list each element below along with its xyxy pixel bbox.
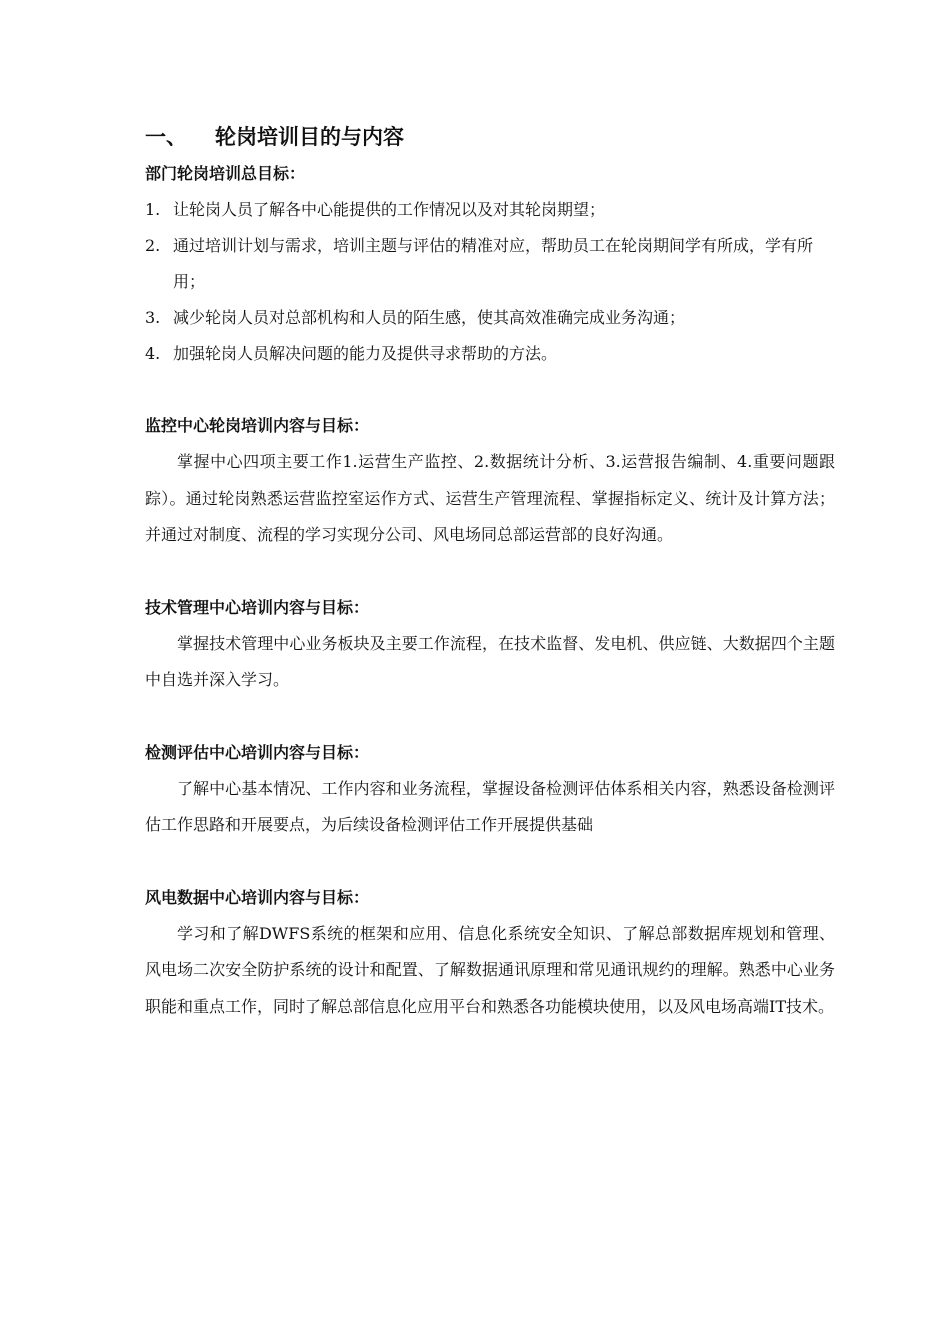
section-body: 掌握技术管理中心业务板块及主要工作流程，在技术监督、发电机、供应链、大数据四个主题中自选并深入学习。 bbox=[145, 633, 835, 689]
section-title: 部门轮岗培训总目标： bbox=[145, 164, 306, 183]
section-title: 检测评估中心培训内容与目标： bbox=[145, 742, 370, 762]
list-item-number: 2. bbox=[145, 236, 161, 255]
section-monitoring-center bbox=[145, 408, 835, 554]
section-body: 学习和了解DWFS系统的框架和应用、信息化系统安全知识、了解总部数据库规划和管理、风电场二次安全防护系统的设计和配置、了解数据通讯原理和常见通讯规约的理解。熟悉中心业务职能和重点工作，同时了解总部信息化应用平台和熟悉各功能模块使用，以及风电场高端IT技术。 bbox=[145, 923, 835, 1016]
goals-list bbox=[145, 192, 835, 372]
section-body: 掌握中心四项主要工作1.运营生产监控、2.数据统计分析、3.运营报告编制、4.重要问题跟踪）。通过轮岗熟悉运营监控室运作方式、运营生产管理流程、掌握指标定义、统计及计算方法；并通过对制度、流程的学习实现分公司、风电场同总部运营部的良好沟通。 bbox=[145, 452, 835, 544]
section-title: 技术管理中心培训内容与目标： bbox=[145, 597, 370, 617]
list-item-number: 3. bbox=[145, 308, 161, 327]
list-item-number: 1. bbox=[145, 200, 161, 219]
section-wind-data-center bbox=[145, 880, 835, 1026]
blank-line bbox=[145, 372, 835, 408]
section-technical-management bbox=[145, 590, 835, 699]
list-item-text: 让轮岗人员了解各中心能提供的工作情况以及对其轮岗期望； bbox=[173, 200, 606, 219]
list-item bbox=[145, 336, 835, 372]
chapter-title: 轮岗培训目的与内容 bbox=[215, 125, 404, 149]
section-overall-goals bbox=[145, 156, 835, 372]
list-item-text: 减少轮岗人员对总部机构和人员的陌生感，使其高效准确完成业务沟通； bbox=[173, 308, 686, 327]
blank-line bbox=[145, 554, 835, 590]
chapter-number: 一、 bbox=[145, 125, 187, 149]
blank-line bbox=[145, 844, 835, 880]
blank-line bbox=[145, 699, 835, 735]
section-title: 风电数据中心培训内容与目标： bbox=[145, 887, 370, 907]
list-item-number: 4. bbox=[145, 344, 161, 363]
section-body: 了解中心基本情况、工作内容和业务流程，掌握设备检测评估体系相关内容，熟悉设备检测评估工作思路和开展要点，为后续设备检测评估工作开展提供基础 bbox=[145, 778, 835, 834]
list-item bbox=[145, 192, 835, 228]
section-title: 监控中心轮岗培训内容与目标： bbox=[145, 416, 370, 435]
document-content bbox=[145, 118, 835, 1025]
list-item-text: 加强轮岗人员解决问题的能力及提供寻求帮助的方法。 bbox=[173, 344, 558, 363]
list-item-text: 通过培训计划与需求，培训主题与评估的精准对应，帮助员工在轮岗期间学有所成，学有所用； bbox=[173, 236, 814, 291]
list-item bbox=[145, 228, 835, 300]
chapter-heading bbox=[145, 118, 835, 154]
section-inspection-evaluation bbox=[145, 735, 835, 844]
list-item bbox=[145, 300, 835, 336]
